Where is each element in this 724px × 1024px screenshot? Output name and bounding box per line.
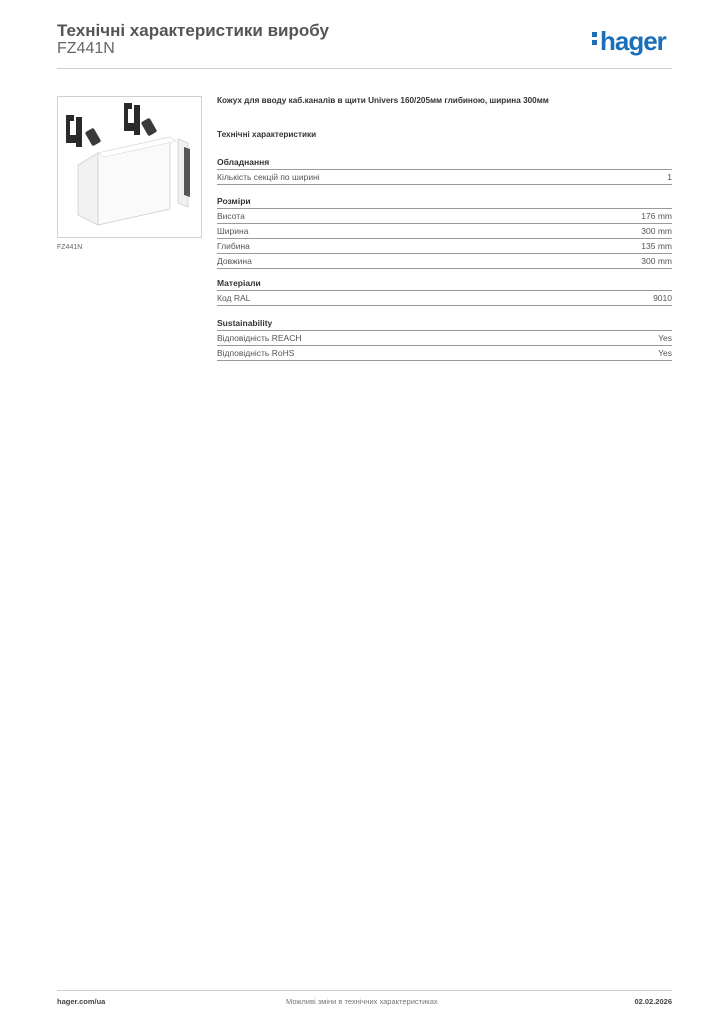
spec-value: 300 mm <box>641 226 672 236</box>
spec-group-title: Sustainability <box>217 316 672 331</box>
spec-group-sustainability <box>217 316 672 361</box>
product-illustration <box>58 97 201 237</box>
spec-value: 1 <box>667 172 672 182</box>
spec-label: Глибина <box>217 241 250 251</box>
spec-group-materials <box>217 276 672 306</box>
spec-label: Відповідність RoHS <box>217 348 295 358</box>
logo-dots-icon <box>592 32 598 48</box>
footer-date: 02.02.2026 <box>634 997 672 1006</box>
spec-label: Довжина <box>217 256 252 266</box>
spec-label: Ширина <box>217 226 249 236</box>
footer-note: Можливі зміни в технічних характеристиках <box>286 997 438 1006</box>
spec-label: Код RAL <box>217 293 251 303</box>
image-caption: FZ441N <box>57 244 83 251</box>
spec-row <box>217 239 672 254</box>
spec-value: 135 mm <box>641 241 672 251</box>
spec-row <box>217 331 672 346</box>
spec-value: Yes <box>658 348 672 358</box>
spec-group-title: Обладнання <box>217 155 672 170</box>
spec-group-dimensions <box>217 194 672 269</box>
spec-row <box>217 170 672 185</box>
product-code: FZ441N <box>57 40 115 57</box>
spec-value: Yes <box>658 333 672 343</box>
spec-row <box>217 291 672 306</box>
specs-section-title: Технічні характеристики <box>217 130 317 139</box>
header-divider <box>57 68 672 69</box>
spec-row <box>217 254 672 269</box>
page-title: Технічні характеристики виробу <box>57 21 329 40</box>
spec-label: Висота <box>217 211 245 221</box>
footer-divider <box>57 990 672 991</box>
spec-value: 176 mm <box>641 211 672 221</box>
spec-group-equipment <box>217 155 672 185</box>
spec-value: 300 mm <box>641 256 672 266</box>
spec-value: 9010 <box>653 293 672 303</box>
spec-label: Відповідність REACH <box>217 333 302 343</box>
product-description: Кожух для вводу каб.каналів в щити Univers 160/205мм глибиною, ширина 300мм <box>217 96 549 105</box>
spec-row <box>217 346 672 361</box>
product-image <box>57 96 202 238</box>
spec-label: Кількість секцій по ширині <box>217 172 320 182</box>
spec-group-title: Розміри <box>217 194 672 209</box>
footer-website-link[interactable]: hager.com/ua <box>57 997 106 1006</box>
hager-logo[interactable] <box>592 28 666 54</box>
spec-group-title: Матеріали <box>217 276 672 291</box>
logo-text: hager <box>600 26 666 56</box>
spec-row <box>217 224 672 239</box>
spec-row <box>217 209 672 224</box>
